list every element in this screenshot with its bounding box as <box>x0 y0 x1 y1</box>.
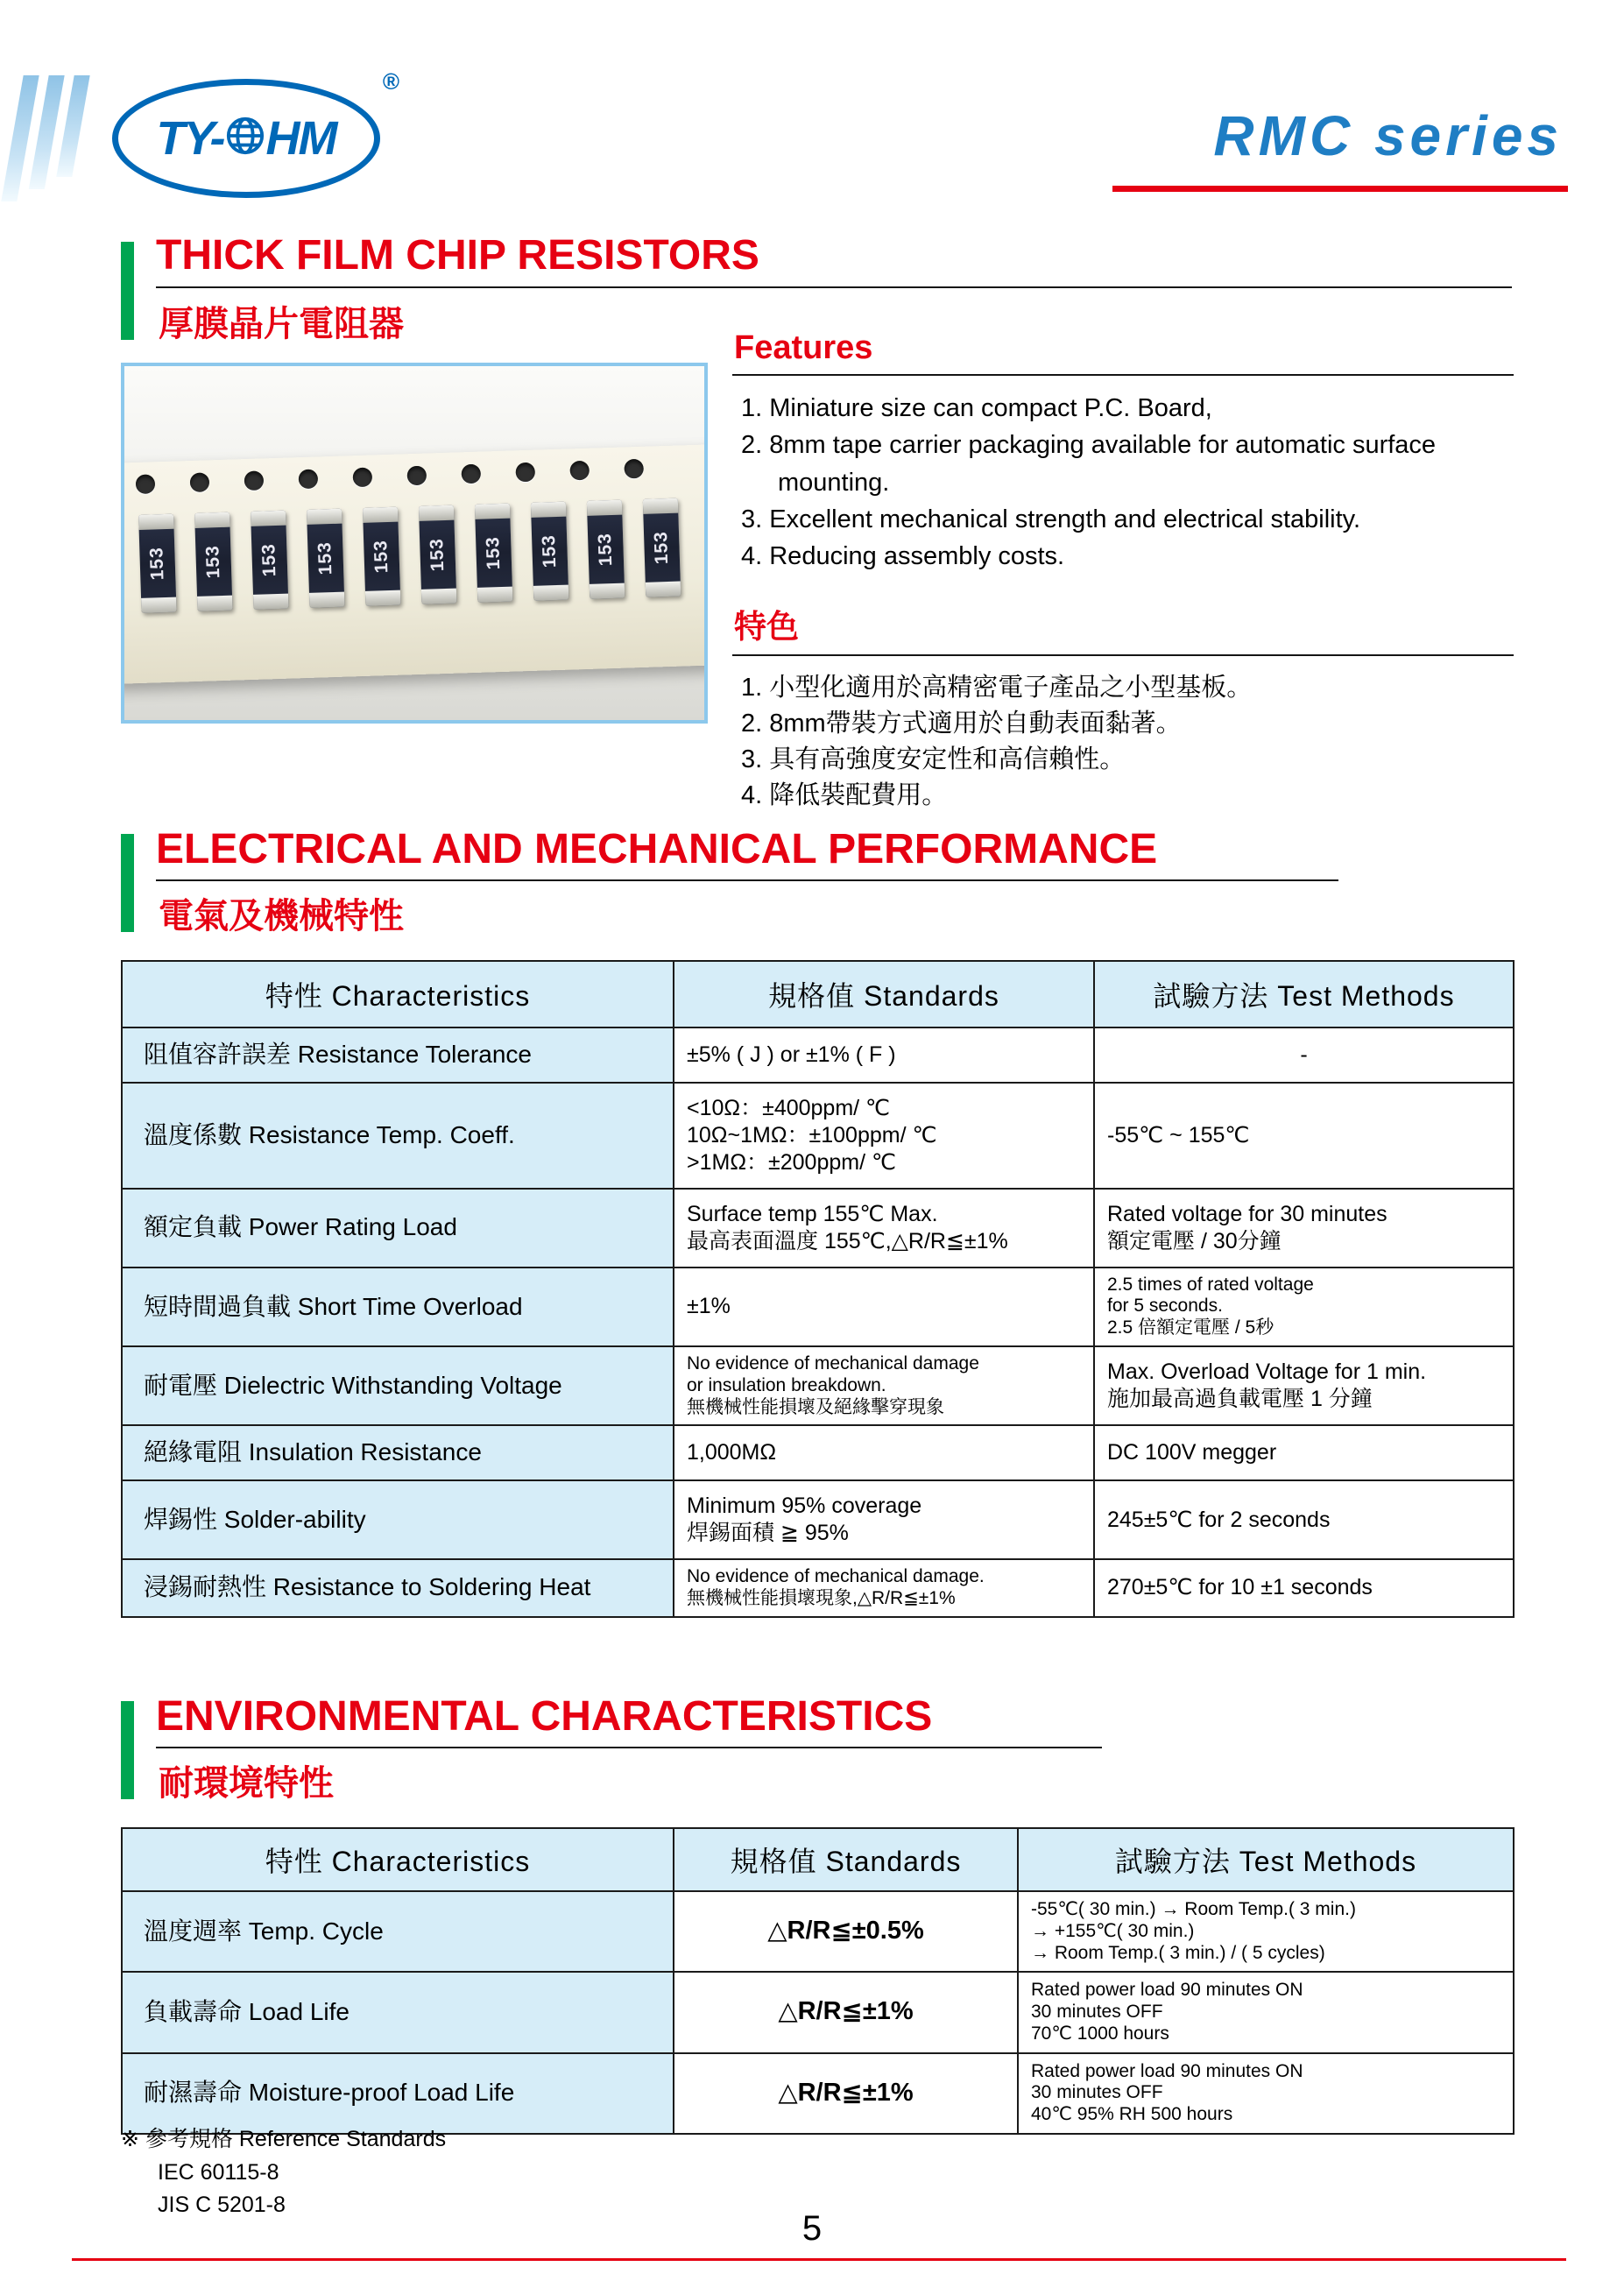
title-underline <box>156 1747 1102 1748</box>
features-zh-list <box>732 670 1514 815</box>
feature-item-zh: 2. 8mm帶裝方式適用於自動表面黏著。 <box>741 709 1182 738</box>
cell-line: 溫度週率 Temp. Cycle <box>144 1917 384 1945</box>
cell-line: 焊錫性 Solder-ability <box>144 1505 366 1533</box>
cell-line: -55℃( 30 min.) → Room Temp.( 3 min.) <box>1031 1899 1356 1919</box>
spec-cell <box>122 1972 674 2052</box>
cell-line: △R/R≦±1% <box>778 1997 914 2026</box>
chip-marking: 153 <box>314 540 336 576</box>
spec-row <box>122 1425 1514 1480</box>
brand-text-prefix: TY- <box>156 112 224 165</box>
brand-text-suffix: HM <box>265 112 336 165</box>
spec-cell <box>122 1346 674 1425</box>
spec-cell <box>674 1480 1094 1559</box>
cell-line: → +155℃( 30 min.) <box>1031 1920 1195 1941</box>
cell-line: >1MΩ：±200ppm/ ℃ <box>687 1149 897 1175</box>
chip-resistor <box>194 512 232 611</box>
photo-background <box>124 366 704 720</box>
chip-resistor <box>419 505 456 604</box>
features-list <box>732 390 1514 576</box>
chip-row <box>138 498 681 613</box>
cell-line: 30 minutes OFF <box>1031 2002 1163 2023</box>
column-header: 規格值 Standards <box>674 1828 1018 1891</box>
cell-line: 施加最高過負載電壓 1 分鐘 <box>1107 1387 1373 1412</box>
chip-resistor <box>251 511 288 610</box>
chip-marking: 153 <box>539 533 561 568</box>
spec-cell <box>674 1346 1094 1425</box>
spec-row <box>122 1891 1514 1972</box>
sprocket-holes <box>136 459 644 494</box>
spec-cell <box>674 1189 1094 1268</box>
spec-row <box>122 1559 1514 1617</box>
sprocket-hole <box>515 463 535 483</box>
cell-line: Rated voltage for 30 minutes <box>1107 1201 1387 1226</box>
section-title-performance: ELECTRICAL AND MECHANICAL PERFORMANCE <box>156 826 1158 872</box>
section-accent-bar <box>121 1701 134 1799</box>
cell-line: 浸錫耐熱性 Resistance to Soldering Heat <box>144 1573 591 1601</box>
reference-standard: JIS C 5201-8 <box>158 2193 286 2217</box>
cell-line: - <box>1300 1042 1308 1067</box>
spec-row <box>122 1346 1514 1425</box>
spec-cell <box>122 1891 674 1972</box>
registered-mark: ® <box>382 68 399 95</box>
chip-resistor <box>643 498 681 597</box>
section-accent-bar <box>121 242 134 340</box>
cell-line: 短時間過負載 Short Time Overload <box>144 1292 523 1320</box>
spec-cell <box>1094 1346 1514 1425</box>
title-underline <box>156 879 1338 881</box>
brand-logo <box>112 68 399 198</box>
spec-row <box>122 2053 1514 2134</box>
chip-resistor <box>531 502 568 601</box>
spec-row <box>122 1189 1514 1268</box>
page-number: 5 <box>801 2209 823 2248</box>
spec-cell <box>1018 1972 1514 2052</box>
cell-line: △R/R≦±0.5% <box>767 1917 924 1945</box>
section-title-environment: ENVIRONMENTAL CHARACTERISTICS <box>156 1693 933 1740</box>
spec-cell <box>122 2053 674 2134</box>
spec-cell <box>674 1027 1094 1083</box>
spec-cell <box>1094 1480 1514 1559</box>
cell-line: Surface temp 155℃ Max. <box>687 1201 938 1226</box>
cell-line: 無機械性能損壞及絕緣擊穿現象 <box>687 1396 944 1417</box>
column-header: 特性 Characteristics <box>122 1828 674 1891</box>
feature-item-zh: 1. 小型化適用於高精密電子產品之小型基板。 <box>741 673 1253 702</box>
cell-line: 2.5 times of rated voltage <box>1107 1274 1314 1295</box>
features-title: Features <box>734 329 873 366</box>
cell-line: 無機械性能損壞現象,△R/R≦±1% <box>687 1587 956 1608</box>
spec-cell <box>674 1559 1094 1617</box>
series-title: RMC series <box>1213 104 1563 167</box>
spec-cell <box>674 1425 1094 1480</box>
cell-line: 2.5 倍額定電壓 / 5秒 <box>1107 1317 1274 1338</box>
cell-line: Minimum 95% coverage <box>687 1494 922 1519</box>
cell-line: Max. Overload Voltage for 1 min. <box>1107 1359 1427 1385</box>
column-header: 試驗方法 Test Methods <box>1018 1828 1514 1891</box>
spec-cell <box>1094 1027 1514 1083</box>
chip-marking: 153 <box>650 530 673 565</box>
cell-line: 耐電壓 Dielectric Withstanding Voltage <box>144 1371 562 1399</box>
reference-standards-note <box>121 2123 446 2222</box>
product-photo <box>121 363 708 724</box>
brand-logo-ellipse <box>112 79 380 198</box>
spec-cell <box>674 2053 1018 2134</box>
cell-line: 最高表面溫度 155℃,△R/R≦±1% <box>687 1228 1008 1253</box>
chip-marking: 153 <box>371 539 392 574</box>
section-accent-bar <box>121 834 134 932</box>
spec-cell <box>1094 1425 1514 1480</box>
chip-resistor <box>307 509 344 608</box>
chip-marking: 153 <box>258 542 280 577</box>
cell-line: 額定負載 Power Rating Load <box>144 1213 457 1241</box>
cell-line: 70℃ 1000 hours <box>1031 2023 1169 2044</box>
reference-note-line: ※ 參考規格 Reference Standards <box>121 2127 447 2151</box>
sprocket-hole <box>624 459 644 479</box>
title-underline <box>156 286 1512 288</box>
spec-cell <box>1094 1559 1514 1617</box>
environment-table <box>121 1827 1515 2135</box>
spec-cell <box>122 1425 674 1480</box>
feature-item: 3. Excellent mechanical strength and electrical stability. <box>741 505 1361 533</box>
table-header-row <box>122 1828 1514 1891</box>
cell-line: 溫度係數 Resistance Temp. Coeff. <box>144 1120 515 1148</box>
cell-line: △R/R≦±1% <box>778 2078 914 2107</box>
sprocket-hole <box>299 470 319 490</box>
chip-resistor <box>363 507 400 606</box>
sprocket-hole <box>406 466 427 486</box>
table-header-row <box>122 961 1514 1027</box>
cell-line: No evidence of mechanical damage. <box>687 1566 985 1587</box>
chip-marking: 153 <box>594 532 617 567</box>
globe-icon <box>225 113 265 167</box>
cell-line: 270±5℃ for 10 ±1 seconds <box>1107 1575 1373 1600</box>
spec-cell <box>122 1559 674 1617</box>
cell-line: ±1% <box>687 1294 731 1319</box>
cell-line: 額定電壓 / 30分鐘 <box>1107 1228 1282 1253</box>
corner-decoration <box>1 75 89 201</box>
cell-line: 245±5℃ for 2 seconds <box>1107 1507 1331 1532</box>
cell-line: 40℃ 95% RH 500 hours <box>1031 2104 1233 2125</box>
chip-marking: 153 <box>146 546 168 581</box>
performance-table <box>121 960 1515 1618</box>
sprocket-hole <box>244 470 265 491</box>
cell-line: 絕緣電阻 Insulation Resistance <box>144 1438 482 1466</box>
chip-marking: 153 <box>427 537 448 572</box>
spec-row <box>122 1268 1514 1346</box>
spec-cell <box>1018 1891 1514 1972</box>
cell-line: Rated power load 90 minutes ON <box>1031 1980 1303 2001</box>
cell-line: Rated power load 90 minutes ON <box>1031 2060 1303 2081</box>
cell-line: ±5% ( J ) or ±1% ( F ) <box>687 1042 896 1067</box>
spec-cell <box>674 1972 1018 2052</box>
section-subtitle-environment: 耐環境特性 <box>159 1764 334 1803</box>
spec-row <box>122 1083 1514 1189</box>
feature-item-zh: 3. 具有高強度安定性和高信賴性。 <box>741 745 1126 773</box>
feature-item: 1. Miniature size can compact P.C. Board, <box>741 394 1212 422</box>
chip-resistor <box>587 500 625 599</box>
cell-line: -55℃ ~ 155℃ <box>1107 1122 1250 1148</box>
spec-row <box>122 1027 1514 1083</box>
feature-item: 4. Reducing assembly costs. <box>741 542 1065 571</box>
features-zh-title: 特色 <box>734 608 799 645</box>
series-title-underline <box>1112 186 1568 192</box>
section-subtitle-product: 厚膜晶片電阻器 <box>159 305 404 343</box>
spec-cell <box>1094 1268 1514 1346</box>
sprocket-hole <box>190 472 210 492</box>
chip-marking: 153 <box>202 544 224 579</box>
spec-cell <box>1094 1189 1514 1268</box>
column-header: 規格值 Standards <box>674 961 1094 1027</box>
spec-cell <box>122 1480 674 1559</box>
cell-line: 30 minutes OFF <box>1031 2082 1163 2103</box>
spec-row <box>122 1972 1514 2052</box>
spec-row <box>122 1480 1514 1559</box>
features-underline <box>732 374 1514 376</box>
column-header: 試驗方法 Test Methods <box>1094 961 1514 1027</box>
sprocket-hole <box>461 464 481 484</box>
carrier-tape <box>124 444 704 684</box>
cell-line: 耐濕壽命 Moisture-proof Load Life <box>144 2079 515 2107</box>
chip-resistor <box>138 514 176 613</box>
spec-cell <box>122 1268 674 1346</box>
sprocket-hole <box>136 474 156 494</box>
feature-item: 2. 8mm tape carrier packaging available for automatic surface mounting. <box>741 431 1437 497</box>
cell-line: <10Ω：±400ppm/ ℃ <box>687 1095 891 1120</box>
column-header: 特性 Characteristics <box>122 961 674 1027</box>
section-title-product: THICK FILM CHIP RESISTORS <box>156 232 759 279</box>
footer-rule <box>72 2258 1566 2261</box>
reference-standard: IEC 60115-8 <box>158 2159 279 2185</box>
cell-line: 負載壽命 Load Life <box>144 1998 350 2026</box>
spec-cell <box>674 1268 1094 1346</box>
features-zh-underline <box>732 654 1514 656</box>
section-subtitle-performance: 電氣及機械特性 <box>159 897 404 936</box>
spec-cell <box>1018 2053 1514 2134</box>
spec-cell <box>674 1083 1094 1189</box>
chip-marking: 153 <box>483 535 505 570</box>
cell-line: for 5 seconds. <box>1107 1296 1223 1317</box>
features-column <box>732 329 1514 838</box>
spec-cell <box>674 1891 1018 1972</box>
spec-cell <box>1094 1083 1514 1189</box>
sprocket-hole <box>353 468 373 488</box>
spec-cell <box>122 1189 674 1268</box>
chip-resistor <box>475 504 512 603</box>
feature-item-zh: 4. 降低裝配費用。 <box>741 781 948 810</box>
sprocket-hole <box>569 461 590 481</box>
cell-line: 焊錫面積 ≧ 95% <box>687 1521 849 1546</box>
cell-line: 1,000MΩ <box>687 1440 777 1465</box>
cell-line: DC 100V megger <box>1107 1440 1277 1465</box>
cell-line: or insulation breakdown. <box>687 1374 886 1395</box>
cell-line: No evidence of mechanical damage <box>687 1353 979 1374</box>
spec-cell <box>122 1027 674 1083</box>
cell-line: 10Ω~1MΩ：±100ppm/ ℃ <box>687 1122 937 1148</box>
cell-line: 阻值容許誤差 Resistance Tolerance <box>144 1041 532 1068</box>
spec-cell <box>122 1083 674 1189</box>
cell-line: → Room Temp.( 3 min.) / ( 5 cycles) <box>1031 1942 1325 1963</box>
